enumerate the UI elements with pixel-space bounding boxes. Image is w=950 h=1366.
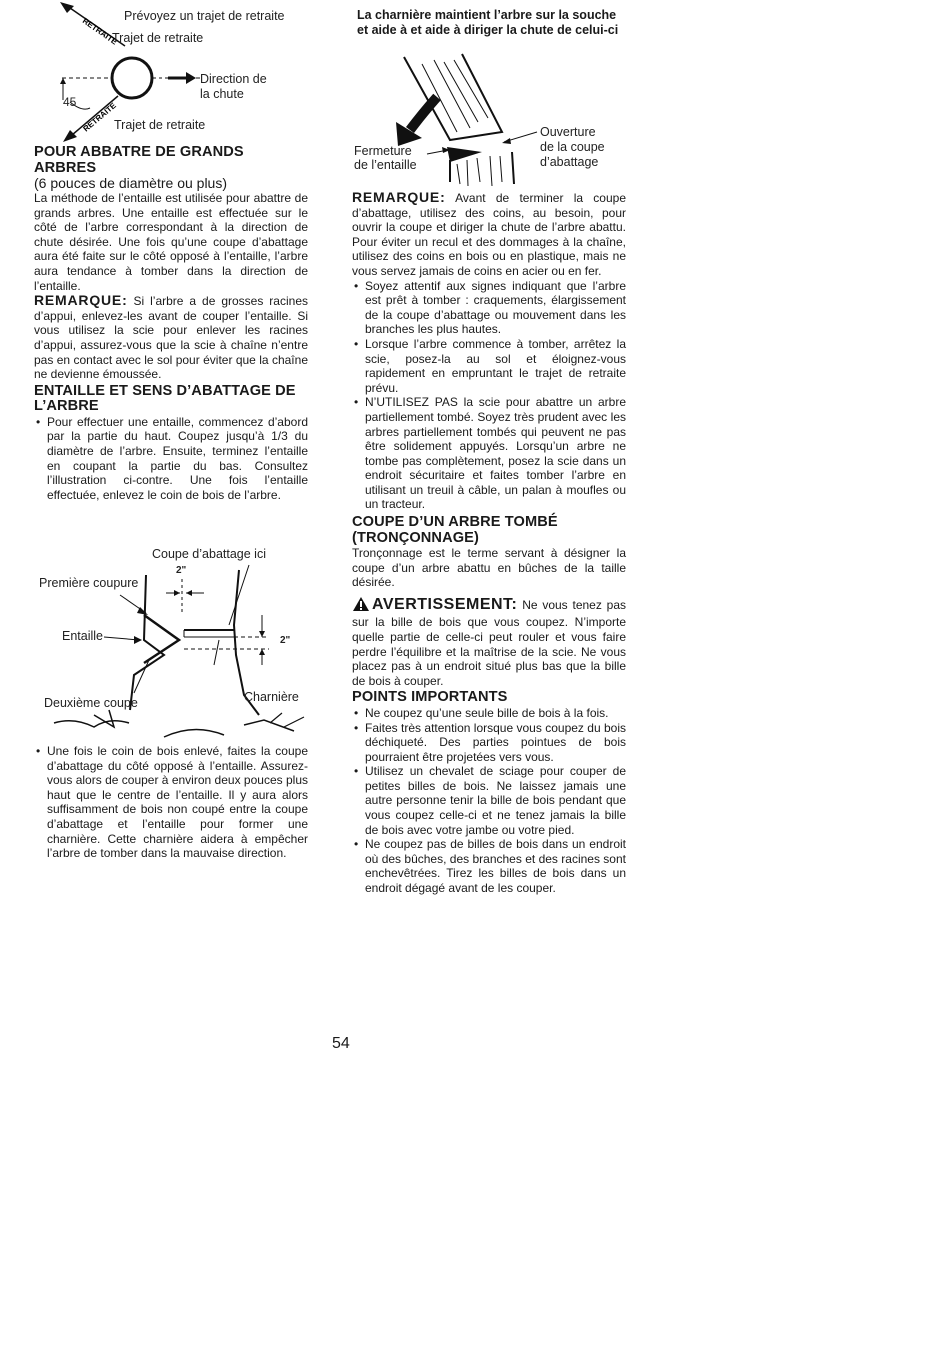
- left-column-continued: [34, 744, 308, 861]
- warning-icon: [352, 596, 370, 616]
- warning-paragraph: [352, 596, 626, 689]
- warning-text: Ne vous tenez pas sur la bille de bois que vous coupez. N’importe quelle partie de celle-ci peut rouler et vous faire perdre l’équilibre et la maîtrise de la scie. Ne vous placez pas à un endroit situé plus bas que la bille de bois à couper.: [352, 597, 626, 688]
- notch-drawing: [34, 545, 314, 745]
- list-item: • Lorsque l’arbre commence à tomber, arrêtez la scie, posez-la au sol et éloignez-vous rapidement en empruntant le trajet de retraite prévu.: [365, 337, 626, 395]
- fall-direction-label-1: Direction de: [200, 72, 267, 86]
- remark-label: REMARQUE:: [352, 189, 446, 205]
- list-item: • Ne coupez qu’une seule bille de bois à la fois.: [365, 706, 626, 721]
- hinge-label: Charnière: [244, 690, 299, 704]
- list-item: • Soyez attentif aux signes indiquant que l’arbre est prêt à tomber : craquements, élargissement de la coupe d’abattage ou mouvement dans les branches les plus hautes.: [365, 279, 626, 337]
- cut-opening-label-1: Ouverture: [540, 125, 596, 139]
- remark-roots: [34, 293, 308, 382]
- retreat-path-bottom-label: Trajet de retraite: [114, 118, 206, 132]
- cut-opening-label-2: de la coupe: [540, 140, 605, 154]
- heading-notch-direction: ENTAILLE ET SENS D’ABATTAGE DE L’ARBRE: [34, 382, 296, 415]
- left-column: [34, 145, 308, 502]
- right-column: [352, 190, 626, 896]
- retreat-path-top-label: Trajet de retraite: [112, 31, 204, 45]
- remark-text: Avant de terminer la coupe d’abattage, utilisez des coins, au besoin, pour ouvrir la coupe et diriger la chute de l’arbre abattu. Pour éviter un recul et des dommages à la chaîne, utilisez des coins en bois ou en plastique, mais ne vous servez jamais de coins en acier ou en fer.: [352, 191, 626, 278]
- list-item: • Pour effectuer une entaille, commencez d’abord par la partie du haut. Coupez jusqu’à 1/3 du diamètre de l’arbre. Ensuite, terminez l’entaille en coupant la partie du bas. Consultez l’illustration ci-contre. Une fois l’entaille effectuée, enlevez le coin de bois de l’arbre.: [47, 415, 308, 503]
- second-cut-label: Deuxième coupe: [44, 696, 138, 710]
- list-item: • Une fois le coin de bois enlevé, faites la coupe d’abattage du côté opposé à l’entaille. Assurez-vous alors de couper à environ deux pouces plus haut que le centre de l’entaille. Il y aura alors suffisamment de bois non coupé entre la coupe d’abattage et l’entaille pour former une charnière. Cette charnière aidera à empêcher l’arbre de tomber dans la mauvaise direction.: [47, 744, 308, 861]
- page-number: 54: [332, 1035, 350, 1052]
- notch-closure-label-1: Fermeture: [354, 144, 412, 158]
- list-item: • Utilisez un chevalet de sciage pour couper de petites billes de bois. Ne laissez jamais une autre personne tenir la bille de bois pendant que vous coupez celle-ci et ne tenez jamais la bille de bois avec votre jambe ou votre pied.: [365, 764, 626, 837]
- notch-diagram: [34, 545, 314, 745]
- important-points-list: [352, 706, 626, 896]
- retraite-arrow-text-bottom: RETRAITE: [81, 100, 118, 134]
- fall-direction-label-2: la chute: [200, 87, 244, 101]
- warning-label: AVERTISSEMENT:: [372, 595, 518, 613]
- remark-text: Si l’arbre a de grosses racines d’appui, enlevez-les avant de couper l’entaille. Si vous utilisez la scie pour enlever les racines d’appui, assurez-vous que la scie à chaîne n’entre pas en contact avec le sol pour éviter que la chaîne ne devienne émoussée.: [34, 294, 308, 382]
- paragraph-notch-method: La méthode de l’entaille est utilisée pour abattre de grands arbres. Une entaille est effectuée sur le côté de l’arbre correspondant à la direction de chute désirée. Une fois qu’une coupe d’abattage aura été faite sur le côté opposé à l’entaille, l’arbre aura tendance à tomber dans la direction de l’entaille.: [34, 191, 308, 293]
- notch-closure-label-2: de l’entaille: [354, 158, 417, 172]
- notch-label: Entaille: [62, 629, 103, 643]
- list-item: • Ne coupez pas de billes de bois dans un endroit où des bûches, des branches et des racines sont enchevêtrées. Tirez les billes de bois dans un endroit dégagé avant de les couper.: [365, 837, 626, 895]
- notch-bullet-list: [34, 415, 308, 503]
- cut-opening-label-3: d’abattage: [540, 155, 599, 169]
- felling-tips-list: [352, 279, 626, 513]
- remark-label: REMARQUE:: [34, 292, 128, 309]
- subheading-diameter: (6 pouces de diamètre ou plus): [34, 175, 227, 191]
- angle-label: 45: [63, 95, 77, 109]
- felling-cut-label: Coupe d’abattage ici: [152, 547, 266, 561]
- dim-side-label: 2": [280, 635, 291, 646]
- remark-wedges: [352, 190, 626, 279]
- retreat-path-diagram: [30, 0, 340, 145]
- felling-bullet-list: [34, 744, 308, 861]
- plan-retreat-label: Prévoyez un trajet de retraite: [124, 9, 285, 23]
- list-item: • N’UTILISEZ PAS la scie pour abattre un arbre partiellement tombé. Soyez très prudent avec les arbres partiellement tombés qui peuvent ne pas être solidement appuyés. Lorsqu’un arbre ne tombe pas complètement, posez la scie dans un endroit sécuritaire et faites tomber l’arbre en utilisant un treuil à câble, un palan à moufles ou un tracteur.: [365, 395, 626, 512]
- list-item: • Faites très attention lorsque vous coupez du bois déchiqueté. Des parties pointues de bois pourraient être projetées vers vous.: [365, 721, 626, 765]
- hinge-caption: La charnière maintient l’arbre sur la souche et aide à et aide à diriger la chute de celui-ci: [357, 8, 619, 37]
- falling-tree-diagram: [352, 52, 628, 190]
- first-cut-label: Première coupure: [39, 576, 139, 590]
- heading-important-points: POINTS IMPORTANTS: [352, 689, 508, 706]
- paragraph-bucking: Tronçonnage est le terme servant à désigner la coupe d’un arbre abattu en bûches de la taille désirée.: [352, 546, 626, 590]
- heading-bucking: COUPE D’UN ARBRE TOMBÉ (TRONÇONNAGE): [352, 514, 558, 546]
- heading-large-trees: POUR ABBATRE DE GRANDS ARBRES: [34, 144, 244, 176]
- dim-top-label: 2": [176, 565, 187, 576]
- retraite-arrow-text-top: RETRAITE: [80, 16, 119, 47]
